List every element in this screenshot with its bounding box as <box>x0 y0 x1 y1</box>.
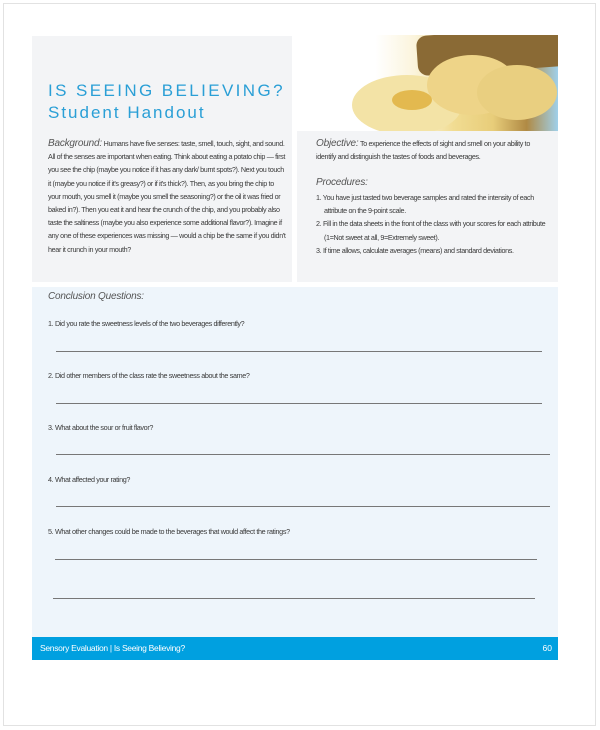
procedure-item: 3. If time allows, calculate averages (means) and standard deviations. <box>316 245 514 255</box>
answer-line-2[interactable] <box>56 403 542 404</box>
answer-line-4[interactable] <box>56 506 550 507</box>
question-4: 4. What affected your rating? <box>48 475 131 484</box>
procedures-list <box>316 191 552 257</box>
background-label: Background: <box>48 138 102 149</box>
answer-line-3[interactable] <box>56 454 550 455</box>
procedures-label: Procedures: <box>316 177 368 188</box>
background-text: Humans have five senses: taste, smell, touch, sight, and sound. All of the senses are important when eating. Think about eating a potato chip — first you see the chip (maybe you notice if it has any dark/ burnt spots?). Next you touch it (maybe you notice if it's greasy?) or if it's thick?). Then, as you bring the chip to your mouth, you smell it (maybe you smell the seasoning?) or the oil it was fried or baked in?). Then you eat it and hear the crunch of the chip, and you probably also taste the saltiness (maybe you also experience some additional flavor?). Imagine if any one of these experiences was missing — would a chip be the same if you didn't hear it crunch in your mouth? <box>48 139 286 254</box>
chip-shape <box>392 90 432 110</box>
footer-title: Sensory Evaluation | Is Seeing Believing? <box>40 643 185 653</box>
conclusion-label: Conclusion Questions: <box>48 291 144 302</box>
answer-line-5b[interactable] <box>53 598 535 599</box>
question-5: 5. What other changes could be made to the beverages that would affect the ratings? <box>48 527 290 536</box>
title-line-2: Student Handout <box>48 103 206 122</box>
answer-line-1[interactable] <box>56 351 542 352</box>
procedure-item: 2. Fill in the data sheets in the front of the class with your scores for each attribute (1=Not sweet at all, 9=Extremely sweet). <box>316 219 546 242</box>
page-title <box>48 80 285 124</box>
potato-chips-image <box>297 35 558 131</box>
background-section <box>48 137 286 256</box>
objective-label: Objective: <box>316 138 359 149</box>
question-2: 2. Did other members of the class rate the sweetness about the same? <box>48 371 250 380</box>
answer-line-5a[interactable] <box>55 559 537 560</box>
page-footer <box>32 637 558 660</box>
question-1: 1. Did you rate the sweetness levels of the two beverages differently? <box>48 319 245 328</box>
objective-section <box>316 137 548 163</box>
title-line-1: IS SEEING BELIEVING? <box>48 81 285 100</box>
page-number: 60 <box>542 643 552 653</box>
conclusion-panel <box>32 287 558 637</box>
question-3: 3. What about the sour or fruit flavor? <box>48 423 154 432</box>
objective-text: To experience the effects of sight and smell on your ability to identify and distinguish the tastes of foods and beverages. <box>316 139 530 162</box>
procedure-item: 1. You have just tasted two beverage samples and rated the intensity of each attribute on the 9-point scale. <box>316 193 534 216</box>
chip-shape <box>477 65 557 120</box>
